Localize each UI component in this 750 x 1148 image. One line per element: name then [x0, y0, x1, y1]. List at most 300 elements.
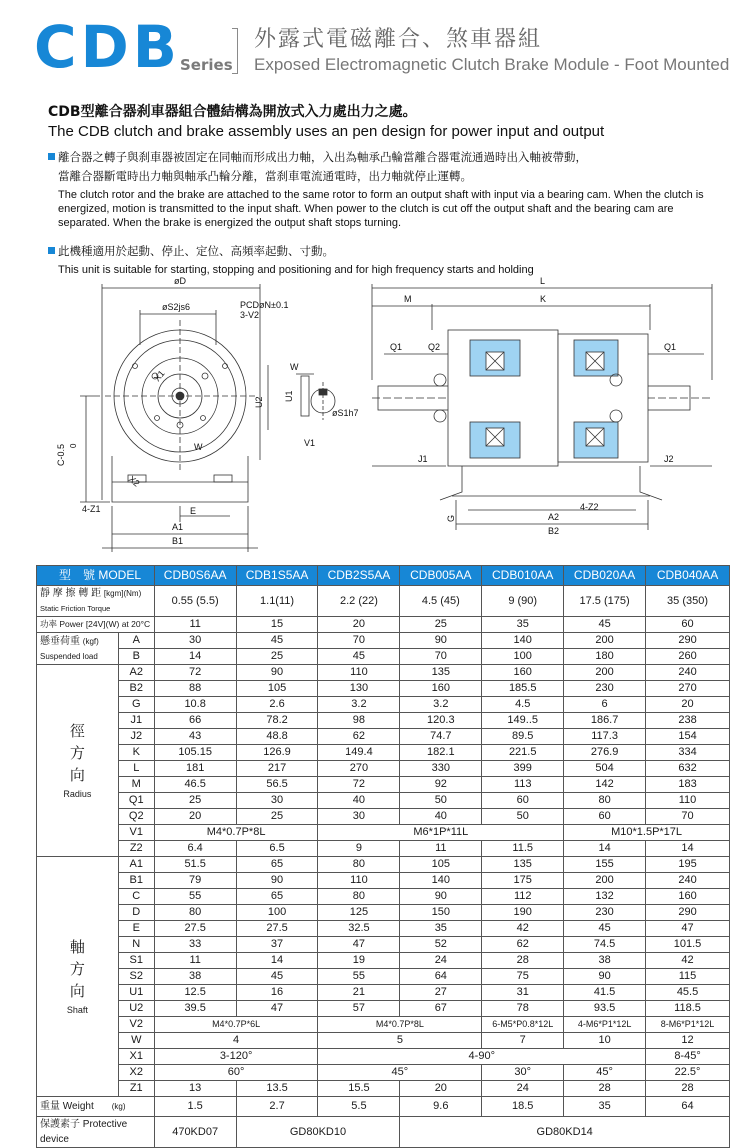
value-cell: 40: [318, 793, 400, 809]
value-cell: 8-M6*P1*12L: [646, 1017, 730, 1033]
torque-unit: [kgm](Nm): [103, 589, 142, 598]
radius-row: [37, 697, 730, 713]
value-cell: 221.5: [482, 745, 564, 761]
value-cell: 67: [400, 1001, 482, 1017]
value-cell: 45: [564, 921, 646, 937]
value-cell: M4*0.7P*8L: [318, 1017, 482, 1033]
value-cell: 290: [646, 905, 730, 921]
value-cell: 113: [482, 777, 564, 793]
v1-row: [37, 825, 730, 841]
value-cell: 9.6: [400, 1097, 482, 1117]
dim-L: L: [540, 276, 546, 286]
value-cell: 25: [236, 809, 318, 825]
title-chinese: 外露式電磁離合、煞車器組: [254, 27, 543, 52]
weight-label-text: 重量 Weight: [40, 1101, 94, 1112]
value-cell: 37: [236, 937, 318, 953]
torque-cell: 2.2 (22): [318, 586, 400, 617]
value-cell: 240: [646, 665, 730, 681]
model-header-cell: CDB1S5AA: [236, 566, 318, 586]
value-cell: 3-120°: [154, 1049, 318, 1065]
dim-oS2: øS2js6: [162, 302, 191, 312]
value-cell: 118.5: [646, 1001, 730, 1017]
value-cell: 65: [236, 889, 318, 905]
header-divider: [232, 28, 238, 74]
value-cell: 80: [318, 857, 400, 873]
torque-cell: 1.1(11): [236, 586, 318, 617]
page-header: [0, 0, 750, 90]
value-cell: 52: [400, 937, 482, 953]
value-cell: 5: [318, 1033, 482, 1049]
shaft-row: [37, 905, 730, 921]
load-a-cell: 90: [400, 633, 482, 649]
value-cell: 74.7: [400, 729, 482, 745]
dim-u2: U2: [254, 396, 264, 408]
load-label: [37, 633, 119, 665]
value-cell: 62: [318, 729, 400, 745]
front-view: [80, 284, 335, 552]
value-cell: GD80KD10: [236, 1117, 400, 1148]
value-cell: 270: [646, 681, 730, 697]
value-cell: 15.5: [318, 1081, 400, 1097]
value-cell: 182.1: [400, 745, 482, 761]
value-cell: 27.5: [236, 921, 318, 937]
value-cell: 56.5: [236, 777, 318, 793]
value-cell: 47: [646, 921, 730, 937]
radius-row: [37, 777, 730, 793]
value-cell: 149.4: [318, 745, 400, 761]
value-cell: 4-M6*P1*12L: [564, 1017, 646, 1033]
value-cell: 35: [400, 921, 482, 937]
row-key: W: [118, 1033, 154, 1049]
value-cell: 3.2: [400, 697, 482, 713]
power-cell: 25: [400, 617, 482, 633]
shaft-group-label: [37, 857, 119, 1097]
load-label-cn: 懸垂荷重: [40, 635, 80, 647]
value-cell: 20: [154, 809, 236, 825]
torque-cell: 9 (90): [482, 586, 564, 617]
value-cell: 27: [400, 985, 482, 1001]
dim-v2: 3-V2: [240, 310, 260, 320]
row-key: C: [118, 889, 154, 905]
value-cell: 112: [482, 889, 564, 905]
value-cell: 65: [236, 857, 318, 873]
value-cell: 72: [318, 777, 400, 793]
value-cell: 5.5: [318, 1097, 400, 1117]
value-cell: 125: [318, 905, 400, 921]
torque-label-en: Static Friction Torque: [40, 604, 111, 613]
x1-row: [37, 1049, 730, 1065]
radius-row: [37, 761, 730, 777]
dim-B2: B2: [548, 526, 560, 536]
load-label-en: Suspended load: [40, 651, 98, 661]
value-cell: 105.15: [154, 745, 236, 761]
value-cell: 115: [646, 969, 730, 985]
value-cell: 190: [482, 905, 564, 921]
radius-group-row: [37, 665, 730, 681]
shaft-row: [37, 873, 730, 889]
shaft-shaft-cn_1: 軸: [69, 938, 85, 956]
table-header-row: [37, 566, 730, 586]
value-cell: 13.5: [236, 1081, 318, 1097]
application-en: This unit is suitable for starting, stopping and positioning and for high frequency starts and holding: [58, 264, 534, 276]
series-label: Series: [180, 56, 233, 74]
model-header-cell: CDB040AA: [646, 566, 730, 586]
value-cell: 154: [646, 729, 730, 745]
row-key: J2: [118, 729, 154, 745]
value-cell: 57: [318, 1001, 400, 1017]
value-cell: 100: [236, 905, 318, 921]
value-cell: 74.5: [564, 937, 646, 953]
intro-heading-cn: CDB型離合器刹車器組合體結構為開放式入力處出力之處。: [48, 104, 417, 120]
value-cell: 270: [318, 761, 400, 777]
value-cell: 30: [318, 809, 400, 825]
protect-row: [37, 1117, 730, 1148]
value-cell: 504: [564, 761, 646, 777]
value-cell: 30: [236, 793, 318, 809]
torque-cell: 0.55 (5.5): [154, 586, 236, 617]
value-cell: 88: [154, 681, 236, 697]
value-cell: 186.7: [564, 713, 646, 729]
value-cell: 2.7: [236, 1097, 318, 1117]
value-cell: 89.5: [482, 729, 564, 745]
value-cell: 38: [564, 953, 646, 969]
weight-label: [37, 1097, 155, 1117]
power-cell: 15: [236, 617, 318, 633]
description-cn-line1: 離合器之轉子與刹車器被固定在同軸而形成出力軸，入出為軸承凸輪當離合器電流通過時出入軸被帶動，: [58, 150, 587, 164]
value-cell: 80: [154, 905, 236, 921]
z1-row: [37, 1081, 730, 1097]
load-b-cell: 260: [646, 649, 730, 665]
model-header-cell: CDB005AA: [400, 566, 482, 586]
dim-x2: X2: [126, 473, 142, 489]
value-cell: 35: [564, 1097, 646, 1117]
value-cell: 160: [646, 889, 730, 905]
value-cell: 149..5: [482, 713, 564, 729]
radius-row: [37, 681, 730, 697]
weight-unit: (kg): [111, 1102, 126, 1111]
load-a-row: [37, 633, 730, 649]
dim-z2: 4-Z2: [580, 502, 599, 512]
description-paragraph: [48, 148, 728, 230]
value-cell: 217: [236, 761, 318, 777]
value-cell: 632: [646, 761, 730, 777]
value-cell: 175: [482, 873, 564, 889]
value-cell: M6*1P*11L: [318, 825, 564, 841]
torque-row: [37, 586, 730, 617]
load-a-label: A: [118, 633, 154, 649]
torque-label-cn: 靜 摩 擦 轉 距: [40, 588, 102, 599]
value-cell: 195: [646, 857, 730, 873]
value-cell: 33: [154, 937, 236, 953]
value-cell: 47: [318, 937, 400, 953]
value-cell: 120.3: [400, 713, 482, 729]
value-cell: 24: [482, 1081, 564, 1097]
dim-J1: J1: [418, 454, 428, 464]
value-cell: 238: [646, 713, 730, 729]
value-cell: 45°: [564, 1065, 646, 1081]
value-cell: 16: [236, 985, 318, 1001]
dim-G: G: [446, 514, 456, 522]
load-b-label: B: [118, 649, 154, 665]
row-key: X1: [118, 1049, 154, 1065]
value-cell: 6: [564, 697, 646, 713]
value-cell: 6.4: [154, 841, 236, 857]
dim-Q1b: Q1: [664, 342, 677, 352]
power-cell: 60: [646, 617, 730, 633]
value-cell: 200: [564, 873, 646, 889]
value-cell: 28: [646, 1081, 730, 1097]
model-header-cell: CDB010AA: [482, 566, 564, 586]
value-cell: 42: [482, 921, 564, 937]
value-cell: M10*1.5P*17L: [564, 825, 730, 841]
model-header-cell: CDB020AA: [564, 566, 646, 586]
value-cell: 21: [318, 985, 400, 1001]
value-cell: 22.5°: [646, 1065, 730, 1081]
model-header: 型 號 MODEL: [37, 566, 155, 586]
value-cell: 28: [564, 1081, 646, 1097]
value-cell: 110: [318, 665, 400, 681]
value-cell: 45.5: [646, 985, 730, 1001]
dim-b1: B1: [172, 536, 184, 546]
power-cell: 11: [154, 617, 236, 633]
dim-a1: A1: [172, 522, 184, 532]
value-cell: 4-90°: [318, 1049, 646, 1065]
power-cell: 45: [564, 617, 646, 633]
value-cell: 50: [482, 809, 564, 825]
value-cell: 240: [646, 873, 730, 889]
value-cell: 334: [646, 745, 730, 761]
value-cell: 150: [400, 905, 482, 921]
row-key: U1: [118, 985, 154, 1001]
value-cell: M4*0.7P*6L: [154, 1017, 318, 1033]
row-key: N: [118, 937, 154, 953]
dim-z1: 4-Z1: [82, 504, 101, 514]
load-b-cell: 14: [154, 649, 236, 665]
load-a-cell: 200: [564, 633, 646, 649]
value-cell: 110: [318, 873, 400, 889]
value-cell: 39.5: [154, 1001, 236, 1017]
torque-cell: 17.5 (175): [564, 586, 646, 617]
value-cell: 132: [564, 889, 646, 905]
bullet-icon: [48, 247, 55, 254]
row-key: D: [118, 905, 154, 921]
dim-M: M: [404, 294, 412, 304]
value-cell: 48.8: [236, 729, 318, 745]
value-cell: 93.5: [564, 1001, 646, 1017]
value-cell: 470KD07: [154, 1117, 236, 1148]
value-cell: 105: [400, 857, 482, 873]
shaft-row: [37, 1001, 730, 1017]
radius-row: [37, 745, 730, 761]
dim-x1: X1: [151, 368, 167, 384]
dim-Q2: Q2: [428, 342, 441, 352]
value-cell: 20: [400, 1081, 482, 1097]
shaft-row: [37, 953, 730, 969]
row-key: A2: [118, 665, 154, 681]
value-cell: 160: [400, 681, 482, 697]
value-cell: 92: [400, 777, 482, 793]
row-key: M: [118, 777, 154, 793]
dim-v1: V1: [304, 438, 316, 448]
specification-table: [36, 565, 730, 1148]
value-cell: 9: [318, 841, 400, 857]
value-cell: 19: [318, 953, 400, 969]
value-cell: 11.5: [482, 841, 564, 857]
value-cell: 105: [236, 681, 318, 697]
value-cell: 142: [564, 777, 646, 793]
value-cell: 98: [318, 713, 400, 729]
load-unit: (kgf): [82, 636, 99, 646]
row-key: S1: [118, 953, 154, 969]
dim-K: K: [540, 294, 547, 304]
radius-en: Radius: [63, 788, 92, 799]
value-cell: 14: [646, 841, 730, 857]
value-cell: 66: [154, 713, 236, 729]
value-cell: 14: [564, 841, 646, 857]
value-cell: 4.5: [482, 697, 564, 713]
radius-row: [37, 729, 730, 745]
z2-row: [37, 841, 730, 857]
brand-logo: CDB: [34, 13, 181, 81]
value-cell: 60°: [154, 1065, 318, 1081]
description-en: The clutch rotor and the brake are attached to the same rotor to form an output shaft with input via a bearing cam. When the clutch is energized, motion is transmitted to the input shaft. When power to the clutch is cut off the output shaft and the bearing cam are separated. When the brake is energized the output shaft stops turning.: [58, 189, 704, 229]
row-key: B1: [118, 873, 154, 889]
shaft-row: [37, 969, 730, 985]
shaft-shaft-cn_2: 方: [69, 960, 85, 978]
row-key: U2: [118, 1001, 154, 1017]
dim-c0: 0: [69, 443, 78, 448]
load-b-row: [37, 649, 730, 665]
value-cell: 13: [154, 1081, 236, 1097]
intro-section: [48, 102, 728, 277]
value-cell: 38: [154, 969, 236, 985]
shaft-row: [37, 921, 730, 937]
value-cell: 4: [154, 1033, 318, 1049]
load-a-cell: 70: [318, 633, 400, 649]
weight-row: [37, 1097, 730, 1117]
shaft-row: [37, 857, 730, 873]
dim-c: C-0.5: [56, 443, 66, 466]
value-cell: 101.5: [646, 937, 730, 953]
value-cell: M4*0.7P*8L: [154, 825, 318, 841]
shaft-row: [37, 889, 730, 905]
radius-row: [37, 809, 730, 825]
power-cell: 20: [318, 617, 400, 633]
value-cell: 12.5: [154, 985, 236, 1001]
value-cell: 6.5: [236, 841, 318, 857]
torque-label: [37, 586, 155, 617]
value-cell: 90: [236, 873, 318, 889]
value-cell: 42: [646, 953, 730, 969]
dim-J2: J2: [664, 454, 674, 464]
value-cell: 11: [400, 841, 482, 857]
value-cell: 60: [482, 793, 564, 809]
value-cell: 90: [236, 665, 318, 681]
row-key: G: [118, 697, 154, 713]
row-key: S2: [118, 969, 154, 985]
value-cell: 230: [564, 681, 646, 697]
dim-w: W: [290, 362, 299, 372]
dim-e: E: [190, 506, 197, 516]
value-cell: 78.2: [236, 713, 318, 729]
dim-oD: øD: [174, 276, 186, 286]
value-cell: 25: [154, 793, 236, 809]
value-cell: 47: [236, 1001, 318, 1017]
value-cell: 55: [154, 889, 236, 905]
dim-A2: A2: [548, 512, 560, 522]
dim-u1: U1: [284, 390, 294, 402]
value-cell: 90: [564, 969, 646, 985]
value-cell: 7: [482, 1033, 564, 1049]
row-key: L: [118, 761, 154, 777]
radius-row: [37, 713, 730, 729]
dim-w2: W: [194, 442, 203, 452]
value-cell: 20: [646, 697, 730, 713]
value-cell: 135: [400, 665, 482, 681]
value-cell: 135: [482, 857, 564, 873]
value-cell: 12: [646, 1033, 730, 1049]
value-cell: 50: [400, 793, 482, 809]
shaft-en: Shaft: [66, 1004, 88, 1015]
value-cell: 10.8: [154, 697, 236, 713]
protect-label: 保護素子 Protective device: [37, 1117, 155, 1148]
value-cell: 55: [318, 969, 400, 985]
row-key: J1: [118, 713, 154, 729]
x2-row: [37, 1065, 730, 1081]
torque-cell: 35 (350): [646, 586, 730, 617]
value-cell: 51.5: [154, 857, 236, 873]
v2-row: [37, 1017, 730, 1033]
value-cell: 140: [400, 873, 482, 889]
front-view-labels: [56, 276, 359, 546]
power-cell: 35: [482, 617, 564, 633]
radius-row: [37, 793, 730, 809]
row-key: V1: [118, 825, 154, 841]
row-key: Z2: [118, 841, 154, 857]
value-cell: 399: [482, 761, 564, 777]
radius-cn-2: 方: [69, 744, 85, 762]
value-cell: 14: [236, 953, 318, 969]
power-label: 功率 Power [24V](W) at 20°C: [37, 617, 155, 633]
value-cell: 117.3: [564, 729, 646, 745]
value-cell: 32.5: [318, 921, 400, 937]
value-cell: 90: [400, 889, 482, 905]
load-a-cell: 30: [154, 633, 236, 649]
value-cell: 6-M5*P0.8*12L: [482, 1017, 564, 1033]
value-cell: 31: [482, 985, 564, 1001]
load-a-cell: 140: [482, 633, 564, 649]
value-cell: 64: [400, 969, 482, 985]
radius-cn-1: 徑: [69, 722, 85, 740]
value-cell: 28: [482, 953, 564, 969]
model-header-cell: CDB2S5AA: [318, 566, 400, 586]
value-cell: 110: [646, 793, 730, 809]
value-cell: 183: [646, 777, 730, 793]
value-cell: 11: [154, 953, 236, 969]
load-a-cell: 45: [236, 633, 318, 649]
row-key: Q1: [118, 793, 154, 809]
value-cell: 8-45°: [646, 1049, 730, 1065]
value-cell: 80: [318, 889, 400, 905]
dim-os1: øS1h7: [332, 408, 359, 418]
value-cell: 46.5: [154, 777, 236, 793]
value-cell: 200: [564, 665, 646, 681]
load-b-cell: 100: [482, 649, 564, 665]
value-cell: 45: [236, 969, 318, 985]
load-a-cell: 290: [646, 633, 730, 649]
value-cell: 155: [564, 857, 646, 873]
model-header-cell: CDB0S6AA: [154, 566, 236, 586]
